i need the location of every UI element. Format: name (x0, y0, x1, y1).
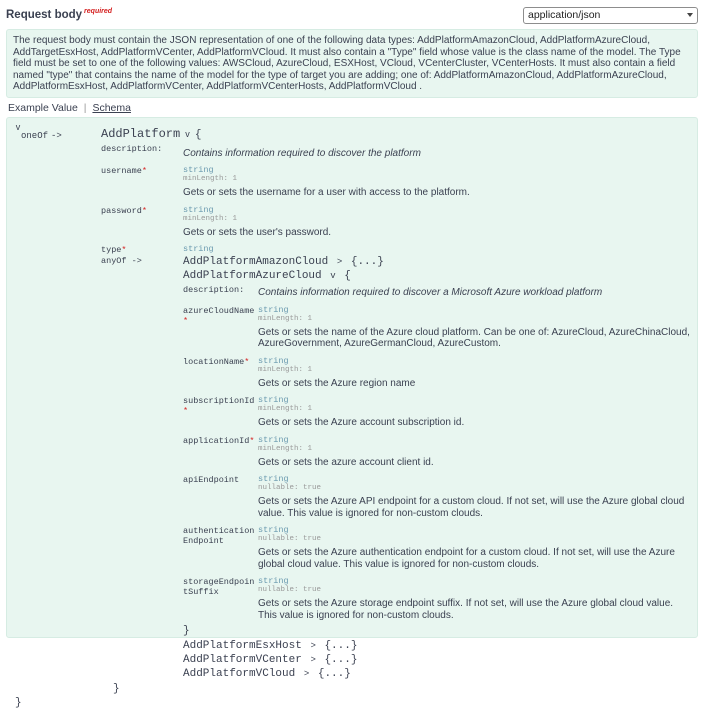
oneof-arrow: -> (51, 130, 62, 141)
root-model-block (101, 127, 691, 696)
page-title: Request body (6, 9, 83, 21)
root-description-text: Contains information required to discover the platform (183, 147, 421, 159)
property-constraint: minLength: 1 (258, 444, 313, 453)
property-body (258, 435, 691, 471)
azure-description-block (183, 284, 691, 299)
property-description: Gets or sets the username for a user with access to the platform. (183, 187, 470, 198)
tab-example-value[interactable]: Example Value (8, 101, 78, 114)
property-body (258, 395, 691, 431)
property-constraint: nullable: true (258, 484, 322, 492)
model-addplatformesxhost (183, 639, 691, 653)
root-open-brace: { (194, 128, 202, 141)
root-description-body (183, 143, 691, 160)
property-type: string (183, 204, 214, 215)
property-type: string (183, 165, 214, 175)
property-body (258, 576, 691, 623)
root-model-header (101, 127, 691, 141)
property-constraint: minLength: 1 (183, 175, 238, 183)
content-type-select[interactable] (523, 7, 698, 24)
property-body (258, 305, 691, 352)
property-constraint: minLength: 1 (183, 214, 238, 223)
property-type: string (258, 525, 289, 535)
property-username (101, 165, 691, 201)
property-name: type* (101, 245, 127, 255)
property-storageendpointsuffix (183, 576, 691, 623)
property-locationname (183, 356, 691, 392)
property-constraint: minLength: 1 (258, 314, 313, 323)
anyof-row (101, 255, 691, 681)
model-addplatformvcenter (183, 653, 691, 667)
property-name: username* (101, 166, 147, 176)
chevron-right-icon[interactable]: > (310, 655, 316, 665)
property-description: Gets or sets the Azure region name (258, 377, 416, 389)
property-authenticationendpoint (183, 525, 691, 572)
property-description: Gets or sets the Azure authentication endpoint for a custom cloud. If not set, will use the Azure global cloud value. This value is ignored for non-custom clouds. (258, 547, 675, 570)
request-body-description: The request body must contain the JSON representation of one of the following data types: AddPlatformAmazonCloud, AddPlatformAzureCloud, AddTargetEsxHost, AddPlatformVCenter, AddPlatformVCloud. It must also contain a "Type" field whose value is the class name of the model. The Type field must be set to one of the following values: AWSCloud, AzureCloud, ESXHost, VCloud, VCenterCluster, VCenterHosts. It must also contain a field named "type" that contains the name of the model for the type of target you are adding; one of: AddPlatformAmazonCloud, AddPlatformAzureCloud, AddPlatformEsxHost, AddPlatformVCenter, AddPlatformVCenterHosts, AddPlatformVCloud . (6, 29, 698, 98)
model-addplatformamazoncloud (183, 255, 691, 269)
property-name: storageEndpointSuffix (183, 577, 255, 597)
tab-separator: | (83, 101, 87, 114)
azure-description-body (258, 284, 691, 299)
property-body (183, 205, 691, 241)
model-name: AddPlatformEsxHost (183, 640, 302, 652)
root-description-key: description: (101, 143, 163, 154)
property-name: apiEndpoint (183, 475, 240, 485)
azure-description-text: Contains information required to discover a Microsoft Azure workload platform (258, 287, 603, 298)
property-body (258, 356, 691, 392)
schema-model-panel (6, 117, 698, 709)
property-constraint: minLength: 1 (258, 405, 313, 413)
azure-description-key: description: (183, 285, 245, 295)
property-description: Gets or sets the Azure account subscription id. (258, 417, 465, 428)
property-constraint: minLength: 1 (258, 365, 313, 374)
model-collapsed-brace: {...} (324, 640, 358, 652)
model-name: AddPlatformVCenter (183, 654, 302, 666)
property-name: subscriptionId* (183, 396, 255, 416)
chevron-right-icon[interactable]: > (310, 641, 316, 651)
anyof-label: anyOf -> (101, 256, 142, 266)
request-body-header (6, 4, 698, 26)
root-description-block (101, 143, 691, 160)
required-badge: required (84, 8, 113, 15)
property-name: applicationId* (183, 435, 255, 446)
property-description: Gets or sets the Azure API endpoint for a custom cloud. If not set, will use the Azure global cloud value. This value is ignored for non-custom clouds. (258, 496, 685, 519)
property-body (258, 525, 691, 572)
property-password (101, 205, 691, 241)
property-type: string (258, 576, 289, 586)
model-addplatformvcloud (183, 667, 691, 681)
model-addplatformazurecloud (183, 269, 691, 283)
property-type-field (101, 244, 691, 255)
property-type: string (258, 395, 289, 405)
property-name: authenticationEndpoint (183, 526, 255, 546)
property-description: Gets or sets the name of the Azure cloud platform. Can be one of: AzureCloud, AzureChinaCloud, AzureGovernment, AzureGermanCloud, AzureCustom. (258, 326, 690, 349)
property-constraint: nullable: true (258, 586, 322, 594)
chevron-down-icon[interactable]: v (185, 128, 190, 139)
inner-close-brace: } (113, 683, 120, 695)
property-type: string (258, 474, 289, 484)
property-azurecloudname (183, 305, 691, 352)
model-collapsed-brace: {...} (324, 654, 358, 666)
anyof-body (183, 255, 691, 681)
request-body-title-group (6, 8, 112, 22)
model-name: AddPlatformAzureCloud (183, 270, 322, 282)
root-model-name: AddPlatform (101, 126, 181, 141)
oneof-label: oneOf (21, 130, 49, 141)
model-name: AddPlatformAmazonCloud (183, 256, 329, 268)
tab-schema[interactable]: Schema (92, 101, 131, 114)
property-constraint: nullable: true (258, 535, 322, 543)
property-subscriptionid (183, 395, 691, 431)
oneof-toggle-icon[interactable]: v (15, 121, 21, 132)
outer-close-brace: } (15, 697, 22, 709)
property-body (183, 165, 691, 201)
property-apiendpoint (183, 474, 691, 521)
property-type: string (258, 304, 289, 315)
model-collapsed-brace: {...} (317, 668, 351, 680)
property-body (258, 474, 691, 521)
property-type: string (258, 355, 289, 366)
property-description: Gets or sets the user's password. (183, 226, 332, 238)
property-name: password* (101, 205, 147, 216)
model-collapsed-brace: {...} (350, 256, 384, 268)
model-open-brace: { (344, 270, 351, 282)
property-type: string (258, 434, 289, 445)
content-type-select-wrapper[interactable] (523, 7, 698, 24)
azure-close-brace: } (183, 625, 190, 637)
property-name: locationName* (183, 356, 250, 367)
chevron-right-icon[interactable]: > (303, 669, 310, 679)
chevron-right-icon[interactable]: > (336, 257, 343, 267)
property-description: Gets or sets the Azure storage endpoint suffix. If not set, will use the Azure global cloud value. This value is ignored for non-custom clouds. (258, 598, 674, 621)
chevron-down-icon[interactable]: v (330, 271, 336, 281)
model-name: AddPlatformVCloud (183, 668, 296, 680)
property-applicationid (183, 435, 691, 471)
property-type: string (183, 244, 214, 254)
property-body (183, 244, 691, 255)
schema-tabs (8, 102, 698, 114)
property-description: Gets or sets the azure account client id. (258, 456, 434, 468)
property-name: azureCloudName* (183, 305, 255, 326)
